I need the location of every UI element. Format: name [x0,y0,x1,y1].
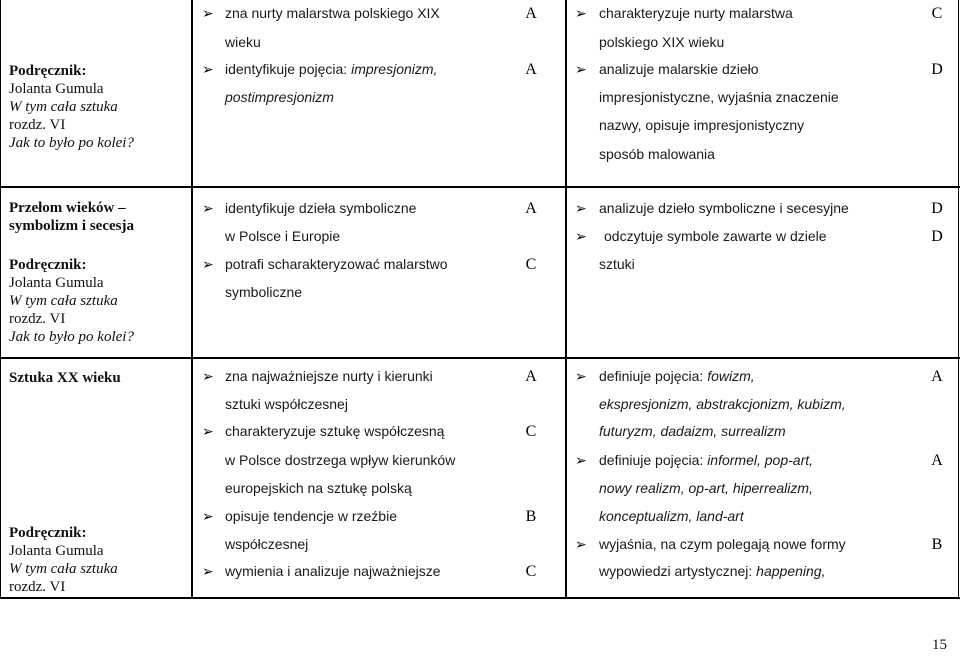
arrowhead-bullet-icon: ➢ [575,369,587,385]
requirement-text: impresjonistyczne, wyjaśnia znaczenie [599,89,839,105]
arrowhead-bullet-icon: ➢ [575,537,587,553]
grade-letter: A [525,5,537,22]
grade-letter: D [931,200,943,217]
arrowhead-bullet-icon: ➢ [575,453,587,469]
grade-letter: B [931,536,943,553]
requirement-text: sztuki współczesnej [225,396,348,412]
requirement-text: charakteryzuje sztukę współczesną [225,423,445,439]
arrowhead-bullet-icon: ➢ [202,369,214,385]
arrowhead-bullet-icon: ➢ [202,6,214,22]
requirement-text: opisuje tendencje w rzeźbie [225,508,397,524]
row2-topic-cell [9,199,134,346]
grade-letter: A [525,200,537,217]
row3-textbook-cell [9,524,118,596]
arrowhead-bullet-icon: ➢ [575,6,587,22]
arrowhead-bullet-icon: ➢ [202,62,214,78]
topic-title: Przełom wieków – [9,200,126,216]
grade-letter: A [525,368,537,385]
requirement-text: charakteryzuje nurty malarstwa [599,5,793,21]
requirement-text: zna najważniejsze nurty i kierunki [225,368,433,384]
requirement-text: potrafi scharakteryzować malarstwo [225,256,448,272]
requirement-text: w Polsce i Europie [225,228,341,244]
author-name: Jolanta Gumula [9,543,104,559]
requirement-text: identyfikuje pojęcia: impresjonizm, [225,61,438,77]
grade-letter: A [931,368,943,385]
requirement-text: ekspresjonizm, abstrakcjonizm, kubizm, [599,396,846,412]
book-title: W tym cała sztuka [9,99,118,115]
arrowhead-bullet-icon: ➢ [202,257,214,273]
book-title: W tym cała sztuka [9,561,118,577]
requirement-text: współczesnej [225,536,309,552]
arrowhead-bullet-icon: ➢ [202,201,214,217]
requirement-text: sposób malowania [599,146,715,162]
grade-letter: A [931,452,943,469]
requirement-text: definiuje pojęcia: fowizm, [599,368,755,384]
requirement-text: europejskich na sztukę polską [225,480,412,496]
requirement-text: postimpresjonizm [225,89,334,105]
arrowhead-bullet-icon: ➢ [202,424,214,440]
requirement-text: wieku [225,34,261,50]
chapter-title: Jak to było po kolei? [9,135,134,151]
requirement-text: analizuje dzieło symboliczne i secesyjne [599,200,849,216]
grade-letter: C [525,256,537,273]
requirement-text: analizuje malarskie dzieło [599,61,759,77]
chapter-ref: rozdz. VI [9,311,66,327]
requirement-text: sztuki [599,256,635,272]
book-title: W tym cała sztuka [9,293,118,309]
requirement-text: zna nurty malarstwa polskiego XIX [225,5,440,21]
grade-letter: C [525,563,537,580]
author-name: Jolanta Gumula [9,275,104,291]
textbook-label: Podręcznik: [9,63,87,79]
page-number: 15 [932,637,947,653]
grade-letter: C [931,5,943,22]
textbook-label: Podręcznik: [9,525,87,541]
requirement-text: identyfikuje dzieła symboliczne [225,200,417,216]
textbook-label: Podręcznik: [9,257,87,273]
requirement-text: odczytuje symbole zawarte w dziele [604,228,827,244]
arrowhead-bullet-icon: ➢ [575,229,587,245]
requirement-text: nazwy, opisuje impresjonistyczny [599,117,805,133]
topic-title: symbolizm i secesja [9,218,134,234]
chapter-ref: rozdz. VI [9,117,66,133]
requirement-text: wypowiedzi artystycznej: happening, [599,563,826,579]
requirement-text: polskiego XIX wieku [599,34,725,50]
grade-letter: D [931,61,943,78]
arrowhead-bullet-icon: ➢ [575,201,587,217]
row3-topic-title [9,369,121,387]
grade-letter: B [525,508,537,525]
arrowhead-bullet-icon: ➢ [202,509,214,525]
chapter-ref: rozdz. VI [9,579,66,595]
arrowhead-bullet-icon: ➢ [575,62,587,78]
requirement-text: w Polsce dostrzega wpływ kierunków [225,452,456,468]
grade-letter: D [931,228,943,245]
author-name: Jolanta Gumula [9,81,104,97]
row1-textbook-cell [9,62,134,152]
requirement-text: nowy realizm, op-art, hiperrealizm, [599,480,813,496]
requirement-text: definiuje pojęcia: informel, pop-art, [599,452,814,468]
chapter-title: Jak to było po kolei? [9,329,134,345]
grade-letter: C [525,423,537,440]
requirement-text: futuryzm, dadaizm, surrealizm [599,423,786,439]
topic-title: Sztuka XX wieku [9,370,121,386]
requirement-text: wymienia i analizuje najważniejsze [225,563,441,579]
requirement-text: wyjaśnia, na czym polegają nowe formy [599,536,846,552]
requirement-text: symboliczne [225,284,303,300]
requirement-text: konceptualizm, land-art [599,508,744,524]
arrowhead-bullet-icon: ➢ [202,564,214,580]
grade-letter: A [525,61,537,78]
